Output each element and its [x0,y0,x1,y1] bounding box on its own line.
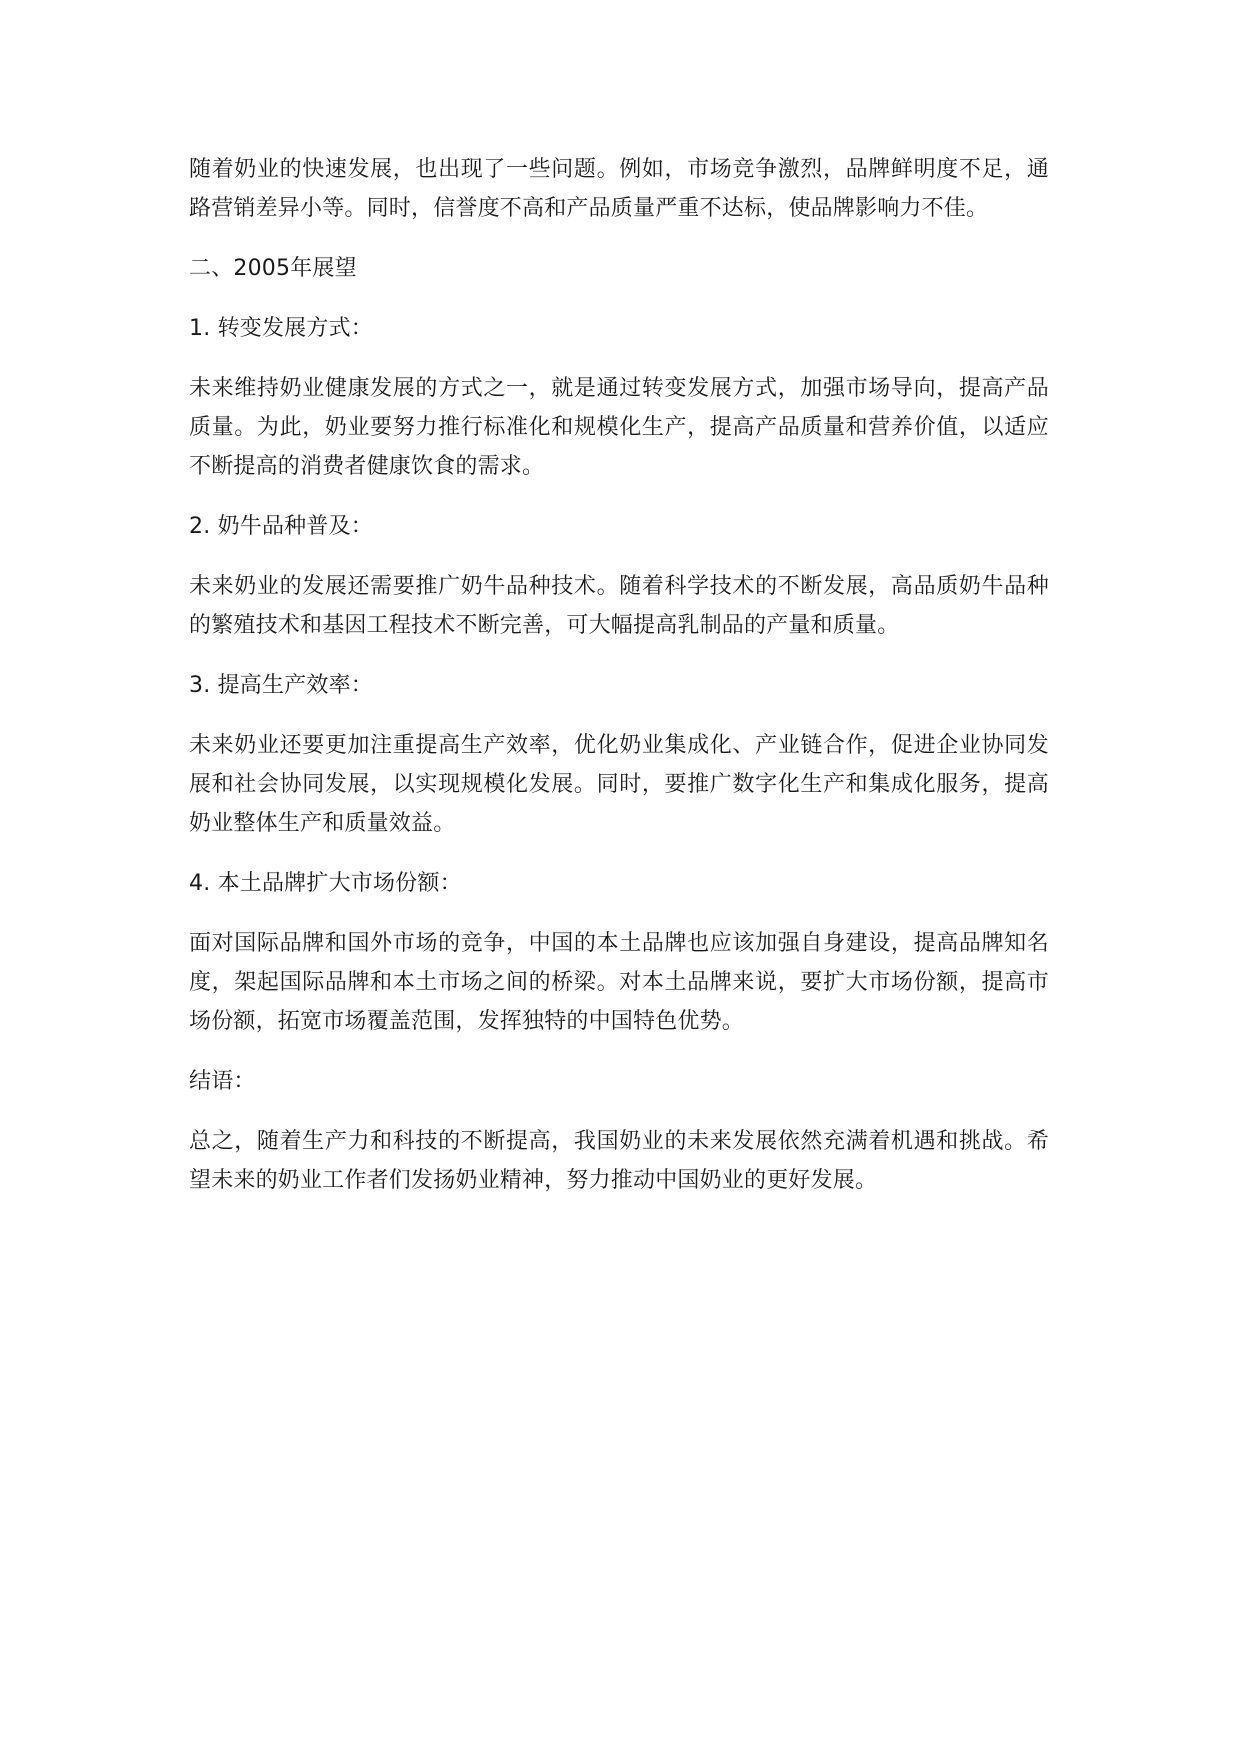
section-heading: 二、2005年展望 [189,256,357,281]
conclusion-body: 总之，随着生产力和科技的不断提高，我国奶业的未来发展依然充满着机遇和挑战。希望未来的奶业工作者们发扬奶业精神，努力推动中国奶业的更好发展。 [189,1129,1049,1193]
point-1-heading: 1. 转变发展方式： [189,316,373,341]
point-1-body: 未来维持奶业健康发展的方式之一，就是通过转变发展方式，加强市场导向，提高产品质量。为此，奶业要努力推行标准化和规模化生产，提高产品质量和营养价值，以适应不断提高的消费者健康饮食的需求。 [189,376,1049,479]
point-2-body: 未来奶业的发展还需要推广奶牛品种技术。随着科学技术的不断发展，高品质奶牛品种的繁殖技术和基因工程技术不断完善，可大幅提高乳制品的产量和质量。 [189,574,1049,638]
conclusion-heading: 结语： [189,1069,256,1094]
point-3-body: 未来奶业还要更加注重提高生产效率，优化奶业集成化、产业链合作，促进企业协同发展和社会协同发展，以实现规模化发展。同时，要推广数字化生产和集成化服务，提高奶业整体生产和质量效益。 [189,733,1049,836]
point-4-body: 面对国际品牌和国外市场的竞争，中国的本土品牌也应该加强自身建设，提高品牌知名度，架起国际品牌和本土市场之间的桥梁。对本土品牌来说，要扩大市场份额，提高市场份额，拓宽市场覆盖范围，发挥独特的中国特色优势。 [189,931,1049,1034]
point-2-heading: 2. 奶牛品种普及： [189,514,373,539]
point-3-heading: 3. 提高生产效率： [189,673,373,698]
document-page [189,150,1049,1200]
point-4-heading: 4. 本土品牌扩大市场份额： [189,871,462,896]
intro-paragraph: 随着奶业的快速发展，也出现了一些问题。例如，市场竞争激烈，品牌鲜明度不足，通路营销差异小等。同时，信誉度不高和产品质量严重不达标，使品牌影响力不佳。 [189,157,1049,221]
